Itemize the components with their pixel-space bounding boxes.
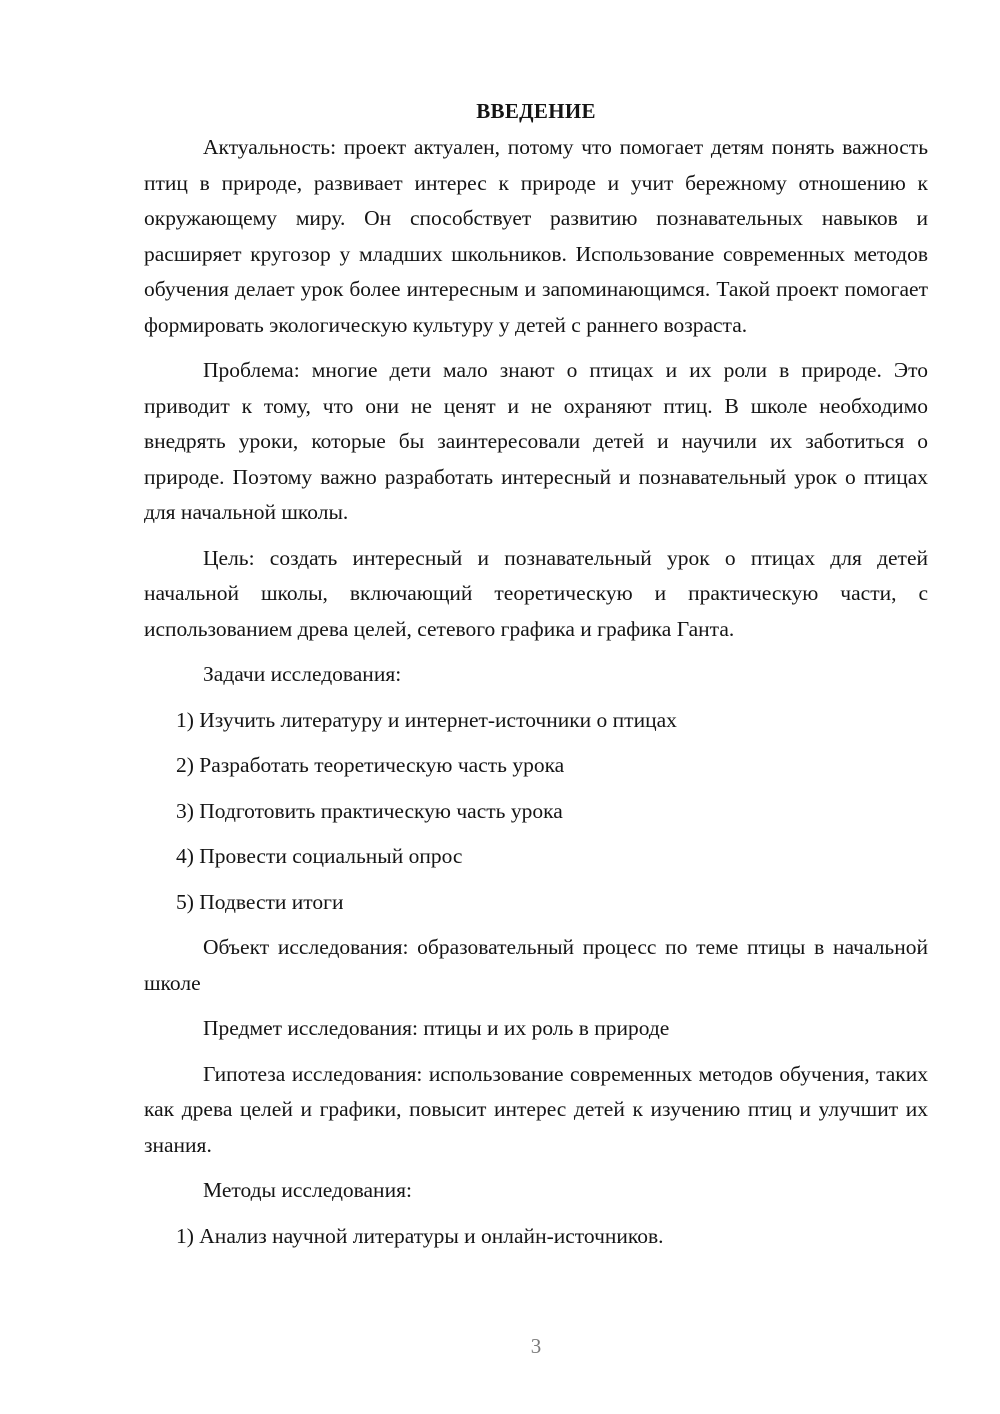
task-item: 2) Разработать теоретическую часть урока	[176, 753, 565, 777]
tasks-title: Задачи исследования:	[203, 662, 402, 686]
object-paragraph: Объект исследования: образовательный процесс по теме птицы в начальной школе	[144, 935, 928, 995]
task-item: 5) Подвести итоги	[176, 889, 344, 914]
task-item: 1) Изучить литературу и интернет-источники о птицах	[176, 707, 677, 732]
tasks-list	[144, 703, 928, 921]
relevance-paragraph: Актуальность: проект актуален, потому что помогает детям понять важность птиц в природе, развивает интерес к природе и учит бережному отношению к окружающему миру. Он способствует развитию познавательных навыков и расширяет кругозор у младших школьников. Использование современных методов обучения делает урок более интересным и запоминающимся. Такой проект помогает формировать экологическую культуру у детей с раннего возраста.	[144, 135, 928, 337]
task-item: 4) Провести социальный опрос	[176, 844, 463, 868]
task-item: 3) Подготовить практическую часть урока	[176, 798, 563, 823]
subject-paragraph: Предмет исследования: птицы и их роль в природе	[203, 1016, 670, 1040]
method-item: 1) Анализ научной литературы и онлайн-источников.	[176, 1223, 664, 1248]
methods-title: Методы исследования:	[203, 1178, 412, 1202]
methods-list	[144, 1219, 928, 1255]
goal-paragraph: Цель: создать интересный и познавательный урок о птицах для детей начальной школы, включающий теоретическую и практическую части, с использованием древа целей, сетевого графика и графика Ганта.	[144, 545, 928, 641]
problem-paragraph: Проблема: многие дети мало знают о птицах и их роли в природе. Это приводит к тому, что они не ценят и не охраняют птиц. В школе необходимо внедрять уроки, которые бы заинтересовали детей и научили их заботиться о природе. Поэтому важно разработать интересный и познавательный урок о птицах для начальной школы.	[144, 358, 928, 524]
section-heading: ВВЕДЕНИЕ	[476, 99, 596, 123]
page-number: 3	[530, 1334, 542, 1358]
hypothesis-paragraph: Гипотеза исследования: использование современных методов обучения, таких как древа целей и графики, повысит интерес детей к изучению птиц и улучшит их знания.	[144, 1061, 928, 1157]
page-content	[144, 96, 928, 1264]
